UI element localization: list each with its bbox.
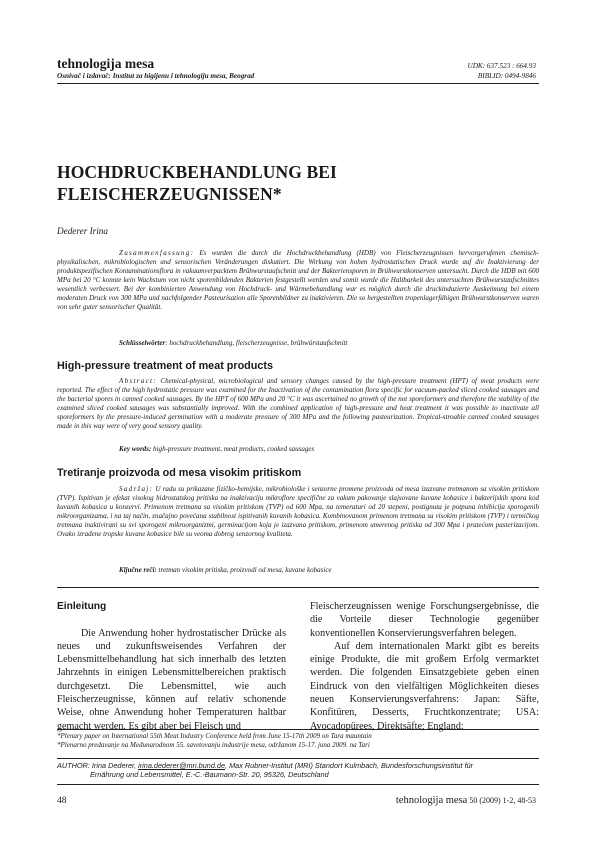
footer-journal-name: tehnologija mesa (395, 795, 468, 806)
header-rule (57, 83, 539, 84)
english-abstract-text: Chemical-physical, microbiological and sensory changes caused by the high-pressure treatment (HPT) of meat products were reported. The effect of the high hydrostatic pressure was examined for the Inactivation of the contamination flora specific for vacuum-packed sliced cooked sausages and the bacterial spores in canned cooked sausages. By the HPT of 600 MPa and 20 °C it was ascertained no growth of the not sporeformers and therefore the stability of the examined sliced cooked sausages was substantially improved. With the combined application of high-pressure and heat treatment it was possible to inactivate all sporeformers by the pressure-induced germination with a moderate pressure of 300 MPa and the following pasteurization. Tropical-stroable canned cooked sausages made in this way were of very good sensory quality. (57, 377, 539, 431)
serbian-summary (57, 485, 539, 539)
german-keywords-label: Schlüsselwörter (119, 339, 166, 347)
author-note (57, 761, 539, 780)
author-note-affiliation: , Max Rubner-Institut (MRI) Standort Kulmbach, Bundesforschungsinstitut für (225, 761, 474, 770)
english-heading: High-pressure treatment of meat products (57, 360, 273, 372)
serbian-summary-text: U radu su prikazane fizičko-hemijske, mikrobiološke i senzorne promene proizvoda od mesa izazvane tretmanom sa visokim pritiskom (TVP). Ispitivan je efekat visokog hidrostatskog pritiska na inaktivaciju mikroflore specifične za vakum pakovanje slajsovane kuvane kobasice i bakterijskih spora kod kuvanih kobasica u konzervi. Primenom tretmana sa visokim pritiskom (TVP) od 600 Mpa, na temeraturi od 20 stepeni, postignuta je potpuna inhibicija sporogenih mikroorganizama, i na taj način, značajno povećana stabilnost ispitivanih kuvanih kobasica. Kombinovanom primenom tretmana sa visokim pritiskom (TVP) i termičkog tretmana inaktivirani su svi sporogeni mikroorganizmi, germinacijom koja je izazvana pritiskom, primenom umerenog pritiska od 300 Mpa i pratećom pasterizacijom. Ovako izrađene tropske kuvane kobasice bile su veoma dobrog senzornog kvaliteta. (57, 485, 539, 539)
footnote-english: *Plenary paper on International 55th Meat Industry Conference held from June 15-17th 2009 on Tara mauntain (57, 732, 372, 740)
german-keywords-text: : hochdruckbehandlung, fleischerzeugnisse, brühwürstaufschnitt (165, 339, 348, 347)
german-summary-lead: Zusammenfassung: (119, 249, 195, 257)
publisher-line: Osnivač i izdavač: Institut za higijenu i tehnologiju mesa, Beograd (57, 72, 255, 80)
article-title: HOCHDRUCKBEHANDLUNG BEI FLEISCHERZEUGNISSEN* (57, 162, 337, 204)
section-rule (57, 587, 539, 588)
english-keywords-text: high-pressure treatment, meat products, cooked sausages (151, 445, 315, 453)
author-note-rule (57, 758, 539, 759)
page-number: 48 (57, 796, 67, 806)
serbian-summary-lead: Sadržaj: (119, 485, 154, 493)
english-keywords (119, 445, 539, 454)
footnote-rule (57, 729, 539, 730)
intro-paragraph-1: Die Anwendung hoher hydrostatischer Drücke als neues und zukunftsweisendes Verfahren der Lebensmittelbehandlung hat sich innerhalb des letzten Jahrzehnts in einigen Lebensmittelbereichen praktisch durchgesetzt. Die Lebensmittel, wie auch Fleischerzeugnisse, können auf relativ schonende Weise, ohne Anwendung hoher Temperaturen haltbar gemacht werden. Es gibt aber bei Fleisch und (57, 627, 286, 732)
biblid-code: BIBLID: 0494-9846 (477, 72, 536, 80)
body-column-right (310, 600, 539, 733)
intro-paragraph-2: Auf dem internationalen Markt gibt es bereits einige Produkte, die mit großem Erfolg vermarktet werden. Die folgenden Einsatzgebiete geben einen Eindruck von den vielfältigen Möglichkeiten dieses neuen Konservierungsverfahrens: Japan: Säfte, Konfitüren, Desserts, Fruchtkonzentrate; USA: Avocadopürees, Direktsäfte; England: (310, 640, 539, 732)
body-column-left (57, 600, 286, 733)
footer-journal (396, 795, 536, 807)
english-abstract (57, 377, 539, 431)
author-email-link[interactable]: irina.dederer@mri.bund.de (138, 761, 226, 770)
english-keywords-label: Key words: (119, 445, 152, 453)
serbian-heading: Tretiranje proizvoda od mesa visokim pritiskom (57, 467, 302, 479)
intro-heading: Einleitung (57, 601, 107, 612)
intro-paragraph-1-continued: Fleischerzeugnissen wenige Forschungsergebnisse, die die Vorteile dieser Technologie gegenüber konventionellen Konservierungsverfahren belegen. (310, 601, 539, 639)
author-note-address: Ernährung und Lebensmittel, E.-C.-Baumann-Str. 20, 95326, Deutschland (90, 770, 329, 780)
footnotes (57, 732, 539, 750)
serbian-keywords-label: Ključne reči: (119, 566, 157, 574)
journal-name: tehnologija mesa (57, 56, 155, 71)
footnote-serbian: *Plenarno predavanje na Međunarodnom 55. savetovanju industrije mesa, održanom 15-17. juna 2009. na Tari (57, 741, 370, 749)
english-abstract-lead: Abstract: (119, 377, 157, 385)
german-summary (57, 249, 539, 312)
serbian-keywords-text: tretman visokim pritiska, proizvodi od mesa, kuvane kobasice (156, 566, 332, 574)
footer-issue: 50 (2009) 1-2, 48-53 (467, 796, 536, 805)
serbian-keywords (119, 566, 539, 575)
article-author: Dederer Irina (57, 226, 108, 236)
german-keywords (119, 339, 539, 348)
author-note-prefix: AUTHOR: Irina Dederer, (57, 761, 139, 770)
german-summary-text: Es wurden die durch die Hochdruckbehandlung (HDB) von Fleischerzeugnissen hervorgerufenen chemisch-physikalischen, mikrobiologischen und sensorischen Veränderungen diskutiert. Die Wirkung von hohen hydrostatischen Druck wurde auf die Inaktivierung der produktspezifischen Kontaminationsflora in vakuumverpacktem Brühwurstaufschnitt und der Bakteriensporen in Brühwurstkonserven untersucht. Durch die HDB mit 600 MPa bei 20 °C konnte kein Wachstum von nicht sporenbildenden Bakterien festgestellt werden und somit wurde die Haltbarkeit des untersuchten Brühwurstaufschnittes wesentlich verbessert. Bei der kombinierten Anwendung von Hochdruck- und Wärmebehandlung war es möglich durch die druckinduzierte Auskeimung bei einem moderaten Druck von 300 MPa und nachfolgender Pasteurisation alle Sporenbildner zu inaktivieren. Die so hergestellten tropenlagerfähigen Brühwurstkonserven waren von sehr guter sensorischer Qualität. (57, 249, 539, 312)
footer-rule (57, 784, 539, 785)
udk-code: UDK: 637.523 : 664.93 (467, 62, 536, 70)
